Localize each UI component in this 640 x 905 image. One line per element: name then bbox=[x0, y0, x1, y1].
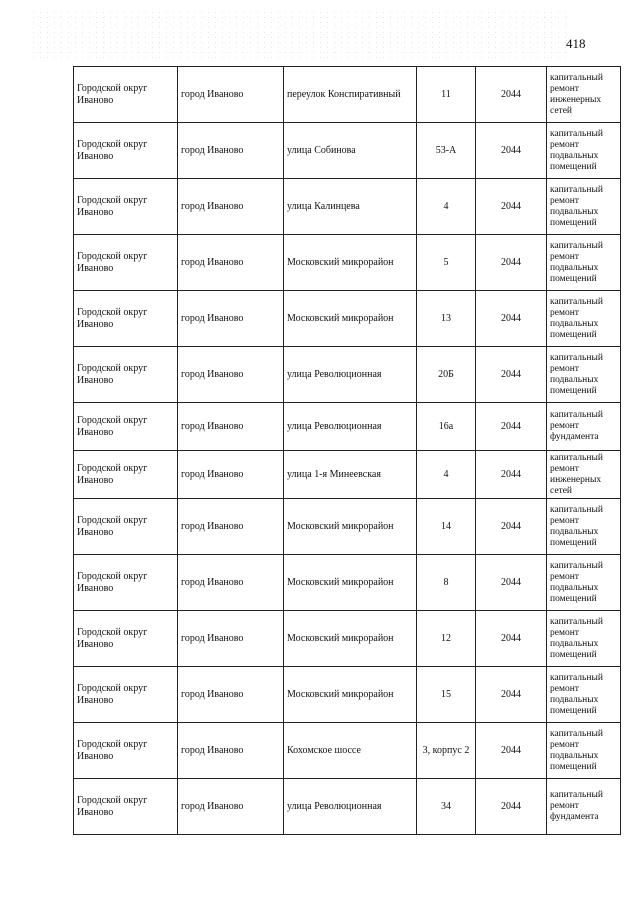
table-row bbox=[74, 347, 621, 403]
city-cell: город Иваново bbox=[178, 67, 284, 123]
house-cell: 20Б bbox=[417, 347, 476, 403]
street-cell: переулок Конспиративный bbox=[284, 67, 417, 123]
house-cell: 3, корпус 2 bbox=[417, 723, 476, 779]
street-cell: Московский микрорайон bbox=[284, 667, 417, 723]
records-table bbox=[73, 66, 621, 835]
street-cell: улица Революционная bbox=[284, 403, 417, 451]
city-cell: город Иваново bbox=[178, 779, 284, 835]
year-cell: 2044 bbox=[476, 451, 547, 499]
district-cell: Городской округ Иваново bbox=[74, 723, 178, 779]
work-type-cell: капитальный ремонт инженерных сетей bbox=[547, 67, 621, 123]
work-type-cell: капитальный ремонт подвальных помещений bbox=[547, 611, 621, 667]
work-type-cell: капитальный ремонт подвальных помещений bbox=[547, 179, 621, 235]
district-cell: Городской округ Иваново bbox=[74, 667, 178, 723]
street-cell: улица Собинова bbox=[284, 123, 417, 179]
house-cell: 5 bbox=[417, 235, 476, 291]
year-cell: 2044 bbox=[476, 667, 547, 723]
house-cell: 34 bbox=[417, 779, 476, 835]
street-cell: улица Революционная bbox=[284, 779, 417, 835]
table-row bbox=[74, 451, 621, 499]
house-cell: 53-А bbox=[417, 123, 476, 179]
house-cell: 13 bbox=[417, 291, 476, 347]
house-cell: 4 bbox=[417, 451, 476, 499]
city-cell: город Иваново bbox=[178, 291, 284, 347]
table-row bbox=[74, 723, 621, 779]
district-cell: Городской округ Иваново bbox=[74, 123, 178, 179]
city-cell: город Иваново bbox=[178, 347, 284, 403]
city-cell: город Иваново bbox=[178, 723, 284, 779]
work-type-cell: капитальный ремонт подвальных помещений bbox=[547, 347, 621, 403]
work-type-cell: капитальный ремонт подвальных помещений bbox=[547, 235, 621, 291]
city-cell: город Иваново bbox=[178, 179, 284, 235]
city-cell: город Иваново bbox=[178, 403, 284, 451]
year-cell: 2044 bbox=[476, 235, 547, 291]
table-row bbox=[74, 179, 621, 235]
street-cell: Московский микрорайон bbox=[284, 235, 417, 291]
table-row bbox=[74, 67, 621, 123]
table-row bbox=[74, 235, 621, 291]
district-cell: Городской округ Иваново bbox=[74, 67, 178, 123]
house-cell: 12 bbox=[417, 611, 476, 667]
work-type-cell: капитальный ремонт подвальных помещений bbox=[547, 723, 621, 779]
district-cell: Городской округ Иваново bbox=[74, 403, 178, 451]
street-cell: Московский микрорайон bbox=[284, 499, 417, 555]
year-cell: 2044 bbox=[476, 499, 547, 555]
year-cell: 2044 bbox=[476, 779, 547, 835]
district-cell: Городской округ Иваново bbox=[74, 611, 178, 667]
table-row bbox=[74, 499, 621, 555]
year-cell: 2044 bbox=[476, 347, 547, 403]
district-cell: Городской округ Иваново bbox=[74, 179, 178, 235]
year-cell: 2044 bbox=[476, 403, 547, 451]
district-cell: Городской округ Иваново bbox=[74, 555, 178, 611]
table-row bbox=[74, 123, 621, 179]
street-cell: Кохомское шоссе bbox=[284, 723, 417, 779]
table-row bbox=[74, 611, 621, 667]
street-cell: Московский микрорайон bbox=[284, 291, 417, 347]
year-cell: 2044 bbox=[476, 179, 547, 235]
work-type-cell: капитальный ремонт подвальных помещений bbox=[547, 555, 621, 611]
scan-noise bbox=[30, 10, 570, 60]
work-type-cell: капитальный ремонт фундамента bbox=[547, 779, 621, 835]
year-cell: 2044 bbox=[476, 555, 547, 611]
year-cell: 2044 bbox=[476, 723, 547, 779]
work-type-cell: капитальный ремонт подвальных помещений bbox=[547, 667, 621, 723]
street-cell: Московский микрорайон bbox=[284, 611, 417, 667]
city-cell: город Иваново bbox=[178, 555, 284, 611]
house-cell: 8 bbox=[417, 555, 476, 611]
work-type-cell: капитальный ремонт инженерных сетей bbox=[547, 451, 621, 499]
work-type-cell: капитальный ремонт подвальных помещений bbox=[547, 291, 621, 347]
district-cell: Городской округ Иваново bbox=[74, 779, 178, 835]
district-cell: Городской округ Иваново bbox=[74, 235, 178, 291]
house-cell: 14 bbox=[417, 499, 476, 555]
city-cell: город Иваново bbox=[178, 451, 284, 499]
house-cell: 15 bbox=[417, 667, 476, 723]
year-cell: 2044 bbox=[476, 291, 547, 347]
street-cell: Московский микрорайон bbox=[284, 555, 417, 611]
city-cell: город Иваново bbox=[178, 123, 284, 179]
year-cell: 2044 bbox=[476, 67, 547, 123]
table-row bbox=[74, 291, 621, 347]
district-cell: Городской округ Иваново bbox=[74, 291, 178, 347]
work-type-cell: капитальный ремонт фундамента bbox=[547, 403, 621, 451]
year-cell: 2044 bbox=[476, 123, 547, 179]
table-row bbox=[74, 667, 621, 723]
page-number: 418 bbox=[566, 36, 586, 51]
city-cell: город Иваново bbox=[178, 611, 284, 667]
year-cell: 2044 bbox=[476, 611, 547, 667]
city-cell: город Иваново bbox=[178, 499, 284, 555]
table-row bbox=[74, 555, 621, 611]
street-cell: улица Революционная bbox=[284, 347, 417, 403]
table-row bbox=[74, 779, 621, 835]
district-cell: Городской округ Иваново bbox=[74, 347, 178, 403]
house-cell: 16а bbox=[417, 403, 476, 451]
city-cell: город Иваново bbox=[178, 667, 284, 723]
street-cell: улица Калинцева bbox=[284, 179, 417, 235]
house-cell: 4 bbox=[417, 179, 476, 235]
house-cell: 11 bbox=[417, 67, 476, 123]
work-type-cell: капитальный ремонт подвальных помещений bbox=[547, 123, 621, 179]
district-cell: Городской округ Иваново bbox=[74, 451, 178, 499]
city-cell: город Иваново bbox=[178, 235, 284, 291]
street-cell: улица 1-я Минеевская bbox=[284, 451, 417, 499]
work-type-cell: капитальный ремонт подвальных помещений bbox=[547, 499, 621, 555]
table-row bbox=[74, 403, 621, 451]
district-cell: Городской округ Иваново bbox=[74, 499, 178, 555]
